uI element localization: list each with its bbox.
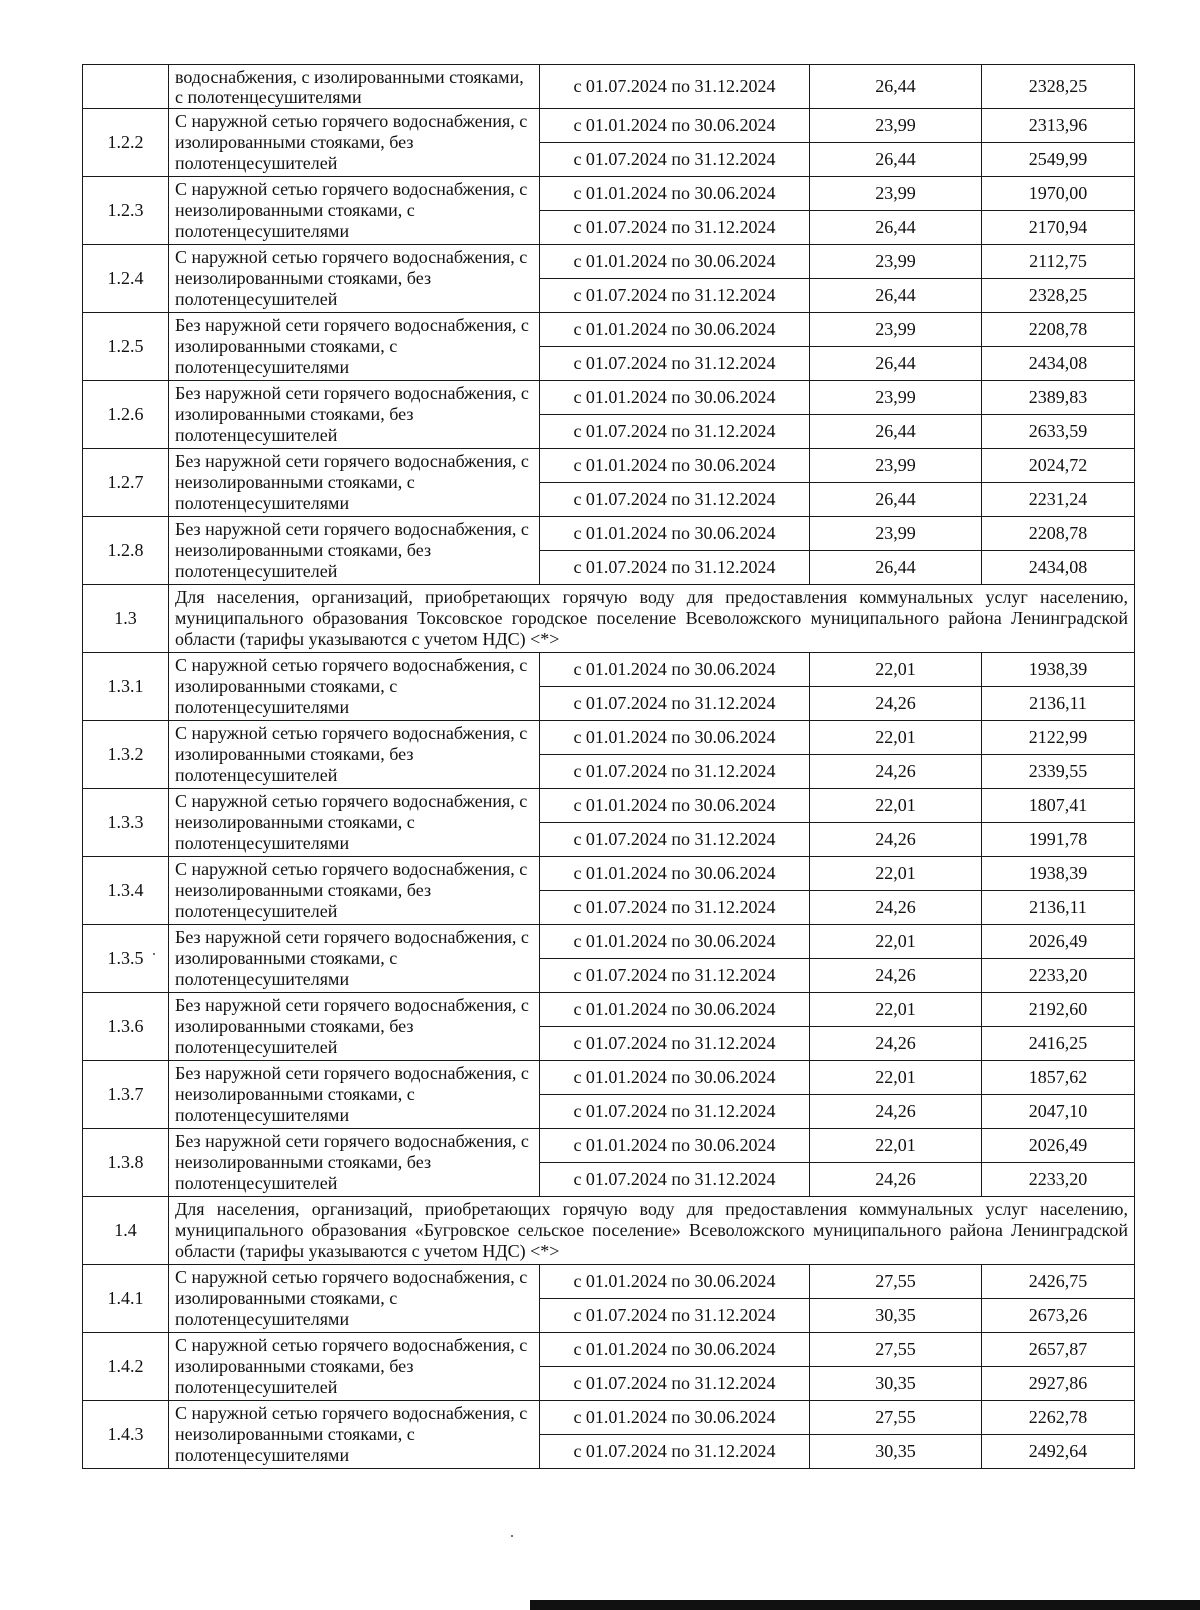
section-number: 1.4	[83, 1197, 169, 1265]
row-rate: 22,01	[810, 857, 982, 891]
row-rate: 22,01	[810, 993, 982, 1027]
row-rate: 26,44	[810, 415, 982, 449]
row-rate: 26,44	[810, 551, 982, 585]
row-tariff: 2426,75	[982, 1265, 1135, 1299]
row-rate: 26,44	[810, 347, 982, 381]
table-row	[83, 109, 1135, 143]
row-period: с 01.01.2024 по 30.06.2024	[540, 857, 810, 891]
row-tariff: 2434,08	[982, 347, 1135, 381]
row-rate: 23,99	[810, 449, 982, 483]
row-tariff: 2136,11	[982, 891, 1135, 925]
table-row	[83, 653, 1135, 687]
table-row	[83, 1129, 1135, 1163]
row-tariff: 2122,99	[982, 721, 1135, 755]
row-period: с 01.01.2024 по 30.06.2024	[540, 925, 810, 959]
row-period: с 01.01.2024 по 30.06.2024	[540, 1333, 810, 1367]
table-row	[83, 245, 1135, 279]
row-period: с 01.07.2024 по 31.12.2024	[540, 1163, 810, 1197]
row-description: Без наружной сети горячего водоснабжения, с неизолированными стояками, с полотенцесушителями	[169, 1061, 540, 1129]
row-description: С наружной сетью горячего водоснабжения, с изолированными стояками, без полотенцесушителей	[169, 109, 540, 177]
row-tariff: 2328,25	[982, 279, 1135, 313]
row-tariff: 2024,72	[982, 449, 1135, 483]
row-description: Без наружной сети горячего водоснабжения, с неизолированными стояками, с полотенцесушителями	[169, 449, 540, 517]
row-description: водоснабжения, с изолированными стояками, с полотенцесушителями	[169, 65, 540, 109]
row-tariff: 2136,11	[982, 687, 1135, 721]
row-tariff: 2026,49	[982, 1129, 1135, 1163]
row-period: с 01.07.2024 по 31.12.2024	[540, 279, 810, 313]
row-number: 1.2.4	[83, 245, 169, 313]
tariff-table-body	[83, 65, 1135, 1469]
row-rate: 22,01	[810, 721, 982, 755]
section-description: Для населения, организаций, приобретающих горячую воду для предоставления коммунальных услуг населению, муниципального образования «Бугровское сельское поселение» Всеволожского муниципального района Ленинградской области (тарифы указываются с учетом НДС) <*>	[169, 1197, 1135, 1265]
row-number: 1.2.2	[83, 109, 169, 177]
row-number: 1.3.5	[83, 925, 169, 993]
row-number: 1.4.1	[83, 1265, 169, 1333]
row-number: 1.2.3	[83, 177, 169, 245]
row-rate: 23,99	[810, 313, 982, 347]
row-description: Без наружной сети горячего водоснабжения, с изолированными стояками, без полотенцесушителей	[169, 381, 540, 449]
row-number: 1.4.2	[83, 1333, 169, 1401]
row-rate: 30,35	[810, 1435, 982, 1469]
row-tariff: 2208,78	[982, 517, 1135, 551]
row-period: с 01.07.2024 по 31.12.2024	[540, 143, 810, 177]
row-tariff: 2047,10	[982, 1095, 1135, 1129]
row-number: 1.2.8	[83, 517, 169, 585]
row-description: С наружной сетью горячего водоснабжения, с изолированными стояками, с полотенцесушителями	[169, 1265, 540, 1333]
row-description: Без наружной сети горячего водоснабжения, с изолированными стояками, с полотенцесушителями	[169, 313, 540, 381]
section-row	[83, 1197, 1135, 1265]
row-tariff: 2170,94	[982, 211, 1135, 245]
row-number	[83, 65, 169, 109]
row-tariff: 2233,20	[982, 959, 1135, 993]
table-row	[83, 517, 1135, 551]
row-period: с 01.07.2024 по 31.12.2024	[540, 1299, 810, 1333]
row-rate: 26,44	[810, 211, 982, 245]
row-rate: 23,99	[810, 177, 982, 211]
row-rate: 24,26	[810, 959, 982, 993]
row-period: с 01.07.2024 по 31.12.2024	[540, 1027, 810, 1061]
row-number: 1.3.1	[83, 653, 169, 721]
section-row	[83, 585, 1135, 653]
row-period: с 01.07.2024 по 31.12.2024	[540, 823, 810, 857]
row-description: С наружной сетью горячего водоснабжения, с неизолированными стояками, без полотенцесушителей	[169, 857, 540, 925]
row-tariff: 2339,55	[982, 755, 1135, 789]
row-period: с 01.01.2024 по 30.06.2024	[540, 993, 810, 1027]
row-number: 1.3.4	[83, 857, 169, 925]
row-rate: 24,26	[810, 755, 982, 789]
row-tariff: 2657,87	[982, 1333, 1135, 1367]
row-description: С наружной сетью горячего водоснабжения, с изолированными стояками, без полотенцесушителей	[169, 1333, 540, 1401]
row-period: с 01.01.2024 по 30.06.2024	[540, 1061, 810, 1095]
row-tariff: 2313,96	[982, 109, 1135, 143]
tariff-table	[82, 64, 1135, 1469]
row-tariff: 2208,78	[982, 313, 1135, 347]
row-rate: 22,01	[810, 925, 982, 959]
table-row	[83, 1265, 1135, 1299]
row-rate: 30,35	[810, 1299, 982, 1333]
row-period: с 01.07.2024 по 31.12.2024	[540, 959, 810, 993]
row-rate: 22,01	[810, 653, 982, 687]
row-tariff: 1938,39	[982, 653, 1135, 687]
row-period: с 01.01.2024 по 30.06.2024	[540, 1265, 810, 1299]
section-description: Для населения, организаций, приобретающих горячую воду для предоставления коммунальных услуг населению, муниципального образования Токсовское городское поселение Всеволожского муниципального района Ленинградской области (тарифы указываются с учетом НДС) <*>	[169, 585, 1135, 653]
row-period: с 01.01.2024 по 30.06.2024	[540, 1401, 810, 1435]
row-period: с 01.07.2024 по 31.12.2024	[540, 1095, 810, 1129]
table-row	[83, 65, 1135, 109]
row-rate: 22,01	[810, 789, 982, 823]
table-row	[83, 177, 1135, 211]
row-period: с 01.01.2024 по 30.06.2024	[540, 653, 810, 687]
row-description: С наружной сетью горячего водоснабжения, с неизолированными стояками, с полотенцесушителями	[169, 1401, 540, 1469]
row-period: с 01.07.2024 по 31.12.2024	[540, 755, 810, 789]
table-row	[83, 1401, 1135, 1435]
row-tariff: 1857,62	[982, 1061, 1135, 1095]
row-description: С наружной сетью горячего водоснабжения, с изолированными стояками, без полотенцесушителей	[169, 721, 540, 789]
scan-speck	[153, 953, 155, 955]
row-number: 1.2.6	[83, 381, 169, 449]
row-tariff: 2927,86	[982, 1367, 1135, 1401]
row-period: с 01.01.2024 по 30.06.2024	[540, 109, 810, 143]
row-number: 1.4.3	[83, 1401, 169, 1469]
row-period: с 01.07.2024 по 31.12.2024	[540, 347, 810, 381]
row-rate: 24,26	[810, 1027, 982, 1061]
row-rate: 22,01	[810, 1129, 982, 1163]
row-period: с 01.01.2024 по 30.06.2024	[540, 1129, 810, 1163]
row-number: 1.3.7	[83, 1061, 169, 1129]
row-rate: 23,99	[810, 245, 982, 279]
row-tariff: 1807,41	[982, 789, 1135, 823]
row-rate: 26,44	[810, 143, 982, 177]
row-rate: 26,44	[810, 279, 982, 313]
row-tariff: 2112,75	[982, 245, 1135, 279]
row-description: Без наружной сети горячего водоснабжения, с неизолированными стояками, без полотенцесушителей	[169, 517, 540, 585]
row-rate: 24,26	[810, 687, 982, 721]
row-tariff: 2192,60	[982, 993, 1135, 1027]
row-tariff: 2328,25	[982, 65, 1135, 109]
row-period: с 01.01.2024 по 30.06.2024	[540, 449, 810, 483]
table-row	[83, 1333, 1135, 1367]
row-period: с 01.07.2024 по 31.12.2024	[540, 551, 810, 585]
row-number: 1.2.5	[83, 313, 169, 381]
row-rate: 24,26	[810, 1163, 982, 1197]
row-description: Без наружной сети горячего водоснабжения, с изолированными стояками, без полотенцесушителей	[169, 993, 540, 1061]
row-period: с 01.07.2024 по 31.12.2024	[540, 483, 810, 517]
row-period: с 01.01.2024 по 30.06.2024	[540, 517, 810, 551]
table-row	[83, 313, 1135, 347]
row-number: 1.3.6	[83, 993, 169, 1061]
row-rate: 23,99	[810, 517, 982, 551]
row-description: С наружной сетью горячего водоснабжения, с неизолированными стояками, с полотенцесушителями	[169, 177, 540, 245]
row-tariff: 2416,25	[982, 1027, 1135, 1061]
row-rate: 24,26	[810, 823, 982, 857]
scan-edge-bar	[530, 1600, 1200, 1610]
row-rate: 26,44	[810, 483, 982, 517]
row-tariff: 2233,20	[982, 1163, 1135, 1197]
row-period: с 01.01.2024 по 30.06.2024	[540, 721, 810, 755]
row-period: с 01.01.2024 по 30.06.2024	[540, 177, 810, 211]
row-period: с 01.07.2024 по 31.12.2024	[540, 1367, 810, 1401]
row-description: С наружной сетью горячего водоснабжения, с изолированными стояками, с полотенцесушителями	[169, 653, 540, 721]
table-row	[83, 857, 1135, 891]
row-tariff: 1970,00	[982, 177, 1135, 211]
row-rate: 24,26	[810, 891, 982, 925]
row-rate: 22,01	[810, 1061, 982, 1095]
table-row	[83, 381, 1135, 415]
row-description: Без наружной сети горячего водоснабжения, с неизолированными стояками, без полотенцесушителей	[169, 1129, 540, 1197]
table-row	[83, 721, 1135, 755]
row-period: с 01.07.2024 по 31.12.2024	[540, 1435, 810, 1469]
row-period: с 01.07.2024 по 31.12.2024	[540, 211, 810, 245]
row-tariff: 2492,64	[982, 1435, 1135, 1469]
row-description: Без наружной сети горячего водоснабжения, с изолированными стояками, с полотенцесушителями	[169, 925, 540, 993]
row-number: 1.3.8	[83, 1129, 169, 1197]
row-period: с 01.07.2024 по 31.12.2024	[540, 415, 810, 449]
row-tariff: 2389,83	[982, 381, 1135, 415]
table-row	[83, 789, 1135, 823]
row-rate: 27,55	[810, 1401, 982, 1435]
row-tariff: 1991,78	[982, 823, 1135, 857]
row-tariff: 2633,59	[982, 415, 1135, 449]
section-number: 1.3	[83, 585, 169, 653]
row-rate: 26,44	[810, 65, 982, 109]
row-rate: 27,55	[810, 1333, 982, 1367]
row-description: С наружной сетью горячего водоснабжения, с неизолированными стояками, без полотенцесушителей	[169, 245, 540, 313]
row-rate: 23,99	[810, 381, 982, 415]
row-number: 1.2.7	[83, 449, 169, 517]
row-period: с 01.07.2024 по 31.12.2024	[540, 65, 810, 109]
row-description: С наружной сетью горячего водоснабжения, с неизолированными стояками, с полотенцесушителями	[169, 789, 540, 857]
row-period: с 01.01.2024 по 30.06.2024	[540, 381, 810, 415]
table-row	[83, 1061, 1135, 1095]
row-tariff: 2434,08	[982, 551, 1135, 585]
row-rate: 30,35	[810, 1367, 982, 1401]
row-period: с 01.07.2024 по 31.12.2024	[540, 687, 810, 721]
table-row	[83, 925, 1135, 959]
row-number: 1.3.3	[83, 789, 169, 857]
row-number: 1.3.2	[83, 721, 169, 789]
table-row	[83, 449, 1135, 483]
row-tariff: 2231,24	[982, 483, 1135, 517]
table-row	[83, 993, 1135, 1027]
row-tariff: 1938,39	[982, 857, 1135, 891]
row-tariff: 2549,99	[982, 143, 1135, 177]
row-period: с 01.01.2024 по 30.06.2024	[540, 245, 810, 279]
row-rate: 27,55	[810, 1265, 982, 1299]
row-tariff: 2026,49	[982, 925, 1135, 959]
scan-speck	[511, 1535, 513, 1537]
row-period: с 01.07.2024 по 31.12.2024	[540, 891, 810, 925]
row-rate: 24,26	[810, 1095, 982, 1129]
row-tariff: 2262,78	[982, 1401, 1135, 1435]
row-period: с 01.01.2024 по 30.06.2024	[540, 313, 810, 347]
row-rate: 23,99	[810, 109, 982, 143]
row-tariff: 2673,26	[982, 1299, 1135, 1333]
row-period: с 01.01.2024 по 30.06.2024	[540, 789, 810, 823]
